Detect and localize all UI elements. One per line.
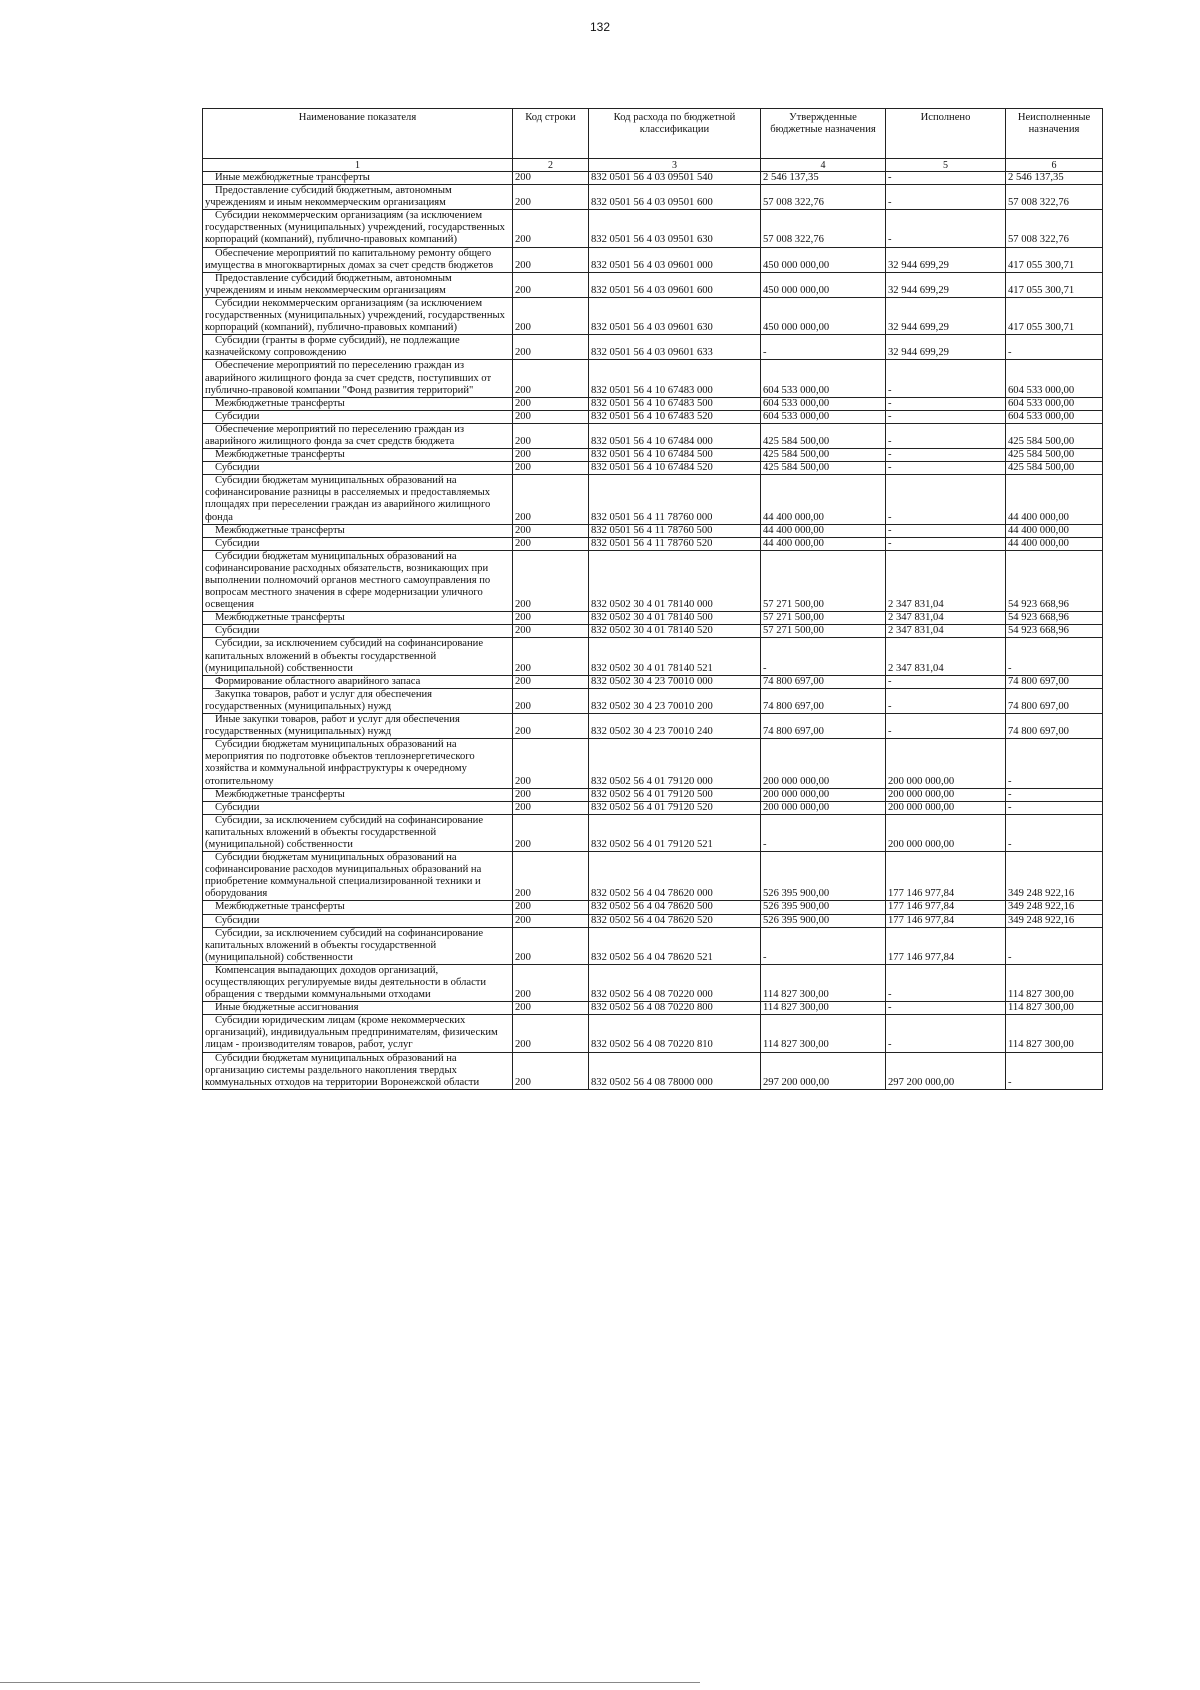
row-approved: 450 000 000,00 — [761, 272, 886, 297]
row-name-text: Иные межбюджетные трансферты — [215, 172, 370, 183]
row-name — [203, 801, 513, 814]
row-name — [203, 814, 513, 851]
row-name — [203, 964, 513, 1001]
table-row — [203, 1015, 1103, 1052]
row-approved: 200 000 000,00 — [761, 788, 886, 801]
row-executed: 177 146 977,84 — [886, 914, 1006, 927]
row-name — [203, 914, 513, 927]
row-name — [203, 852, 513, 901]
row-unexecuted: - — [1006, 927, 1103, 964]
row-line-code: 200 — [513, 1015, 589, 1052]
row-line-code: 200 — [513, 612, 589, 625]
table-row — [203, 1002, 1103, 1015]
row-approved: 74 800 697,00 — [761, 675, 886, 688]
row-unexecuted: 604 533 000,00 — [1006, 410, 1103, 423]
row-executed: - — [886, 714, 1006, 739]
row-name-text: Субсидии бюджетам муниципальных образований на софинансирование разницы в расселяемых и предоставляемых площадях при переселении граждан из аварийного жилищного фонда — [205, 475, 491, 523]
row-name-text: Субсидии бюджетам муниципальных образований на софинансирование расходных обязательств, возникающих при выполнении полномочий органов местного самоуправления по вопросам местного значения в сфере модернизации уличного освещения — [205, 550, 491, 611]
row-executed: 177 146 977,84 — [886, 927, 1006, 964]
row-executed: 200 000 000,00 — [886, 801, 1006, 814]
row-name — [203, 462, 513, 475]
row-executed: - — [886, 423, 1006, 448]
row-name — [203, 172, 513, 185]
row-approved: 526 395 900,00 — [761, 914, 886, 927]
row-name — [203, 210, 513, 247]
row-approved: 425 584 500,00 — [761, 449, 886, 462]
row-line-code: 200 — [513, 801, 589, 814]
row-unexecuted: - — [1006, 1052, 1103, 1089]
row-line-code: 200 — [513, 410, 589, 423]
row-unexecuted: 114 827 300,00 — [1006, 1015, 1103, 1052]
table-row — [203, 272, 1103, 297]
row-approved: 57 271 500,00 — [761, 550, 886, 611]
row-line-code: 200 — [513, 272, 589, 297]
row-executed: 32 944 699,29 — [886, 272, 1006, 297]
row-unexecuted: 425 584 500,00 — [1006, 462, 1103, 475]
row-name-text: Формирование областного аварийного запаса — [215, 675, 421, 687]
row-classification-code: 832 0502 56 4 08 70220 800 — [589, 1002, 761, 1015]
row-executed: - — [886, 185, 1006, 210]
row-name-text: Субсидии юридическим лицам (кроме некоммерческих организаций), индивидуальным предпринимателям, физическим лицам - производителям товаров, работ, услуг — [205, 1015, 498, 1051]
row-classification-code: 832 0501 56 4 10 67484 000 — [589, 423, 761, 448]
column-number: 1 — [203, 159, 513, 172]
row-executed: 2 347 831,04 — [886, 625, 1006, 638]
row-approved: 57 271 500,00 — [761, 625, 886, 638]
row-unexecuted: 44 400 000,00 — [1006, 537, 1103, 550]
row-line-code: 200 — [513, 964, 589, 1001]
table-row — [203, 814, 1103, 851]
row-approved: 114 827 300,00 — [761, 1002, 886, 1015]
row-name — [203, 625, 513, 638]
row-unexecuted: 74 800 697,00 — [1006, 714, 1103, 739]
row-classification-code: 832 0502 30 4 01 78140 500 — [589, 612, 761, 625]
row-name-text: Субсидии — [215, 537, 260, 549]
row-classification-code: 832 0502 56 4 04 78620 000 — [589, 852, 761, 901]
header-budget-classification-code: Код расхода по бюджетной классификации — [589, 109, 761, 159]
row-classification-code: 832 0502 30 4 01 78140 000 — [589, 550, 761, 611]
row-executed: 177 146 977,84 — [886, 852, 1006, 901]
row-line-code: 200 — [513, 449, 589, 462]
row-executed: - — [886, 964, 1006, 1001]
table-row — [203, 185, 1103, 210]
row-executed: 200 000 000,00 — [886, 739, 1006, 788]
row-unexecuted: 54 923 668,96 — [1006, 550, 1103, 611]
row-unexecuted: 57 008 322,76 — [1006, 185, 1103, 210]
row-line-code: 200 — [513, 172, 589, 185]
row-classification-code: 832 0502 30 4 23 70010 000 — [589, 675, 761, 688]
row-executed: 2 347 831,04 — [886, 638, 1006, 675]
row-executed: - — [886, 675, 1006, 688]
row-name-text: Межбюджетные трансферты — [215, 397, 345, 409]
row-name-text: Закупка товаров, работ и услуг для обеспечения государственных (муниципальных) нужд — [205, 688, 433, 712]
row-executed: - — [886, 397, 1006, 410]
table-row — [203, 612, 1103, 625]
row-unexecuted: 54 923 668,96 — [1006, 625, 1103, 638]
row-classification-code: 832 0501 56 4 03 09501 540 — [589, 172, 761, 185]
row-unexecuted: 604 533 000,00 — [1006, 397, 1103, 410]
row-classification-code: 832 0502 56 4 04 78620 520 — [589, 914, 761, 927]
row-approved: 526 395 900,00 — [761, 852, 886, 901]
row-unexecuted: - — [1006, 638, 1103, 675]
row-unexecuted: 349 248 922,16 — [1006, 852, 1103, 901]
row-name — [203, 360, 513, 397]
table-row — [203, 675, 1103, 688]
row-approved: 57 008 322,76 — [761, 185, 886, 210]
row-line-code: 200 — [513, 524, 589, 537]
row-name-text: Предоставление субсидий бюджетным, автономным учреждениям и иным некоммерческим организациям — [205, 185, 452, 209]
table-row — [203, 1052, 1103, 1089]
row-name — [203, 449, 513, 462]
table-row — [203, 801, 1103, 814]
row-approved: 44 400 000,00 — [761, 537, 886, 550]
row-name-text: Межбюджетные трансферты — [215, 449, 345, 461]
row-executed: 2 347 831,04 — [886, 550, 1006, 611]
row-classification-code: 832 0501 56 4 10 67483 520 — [589, 410, 761, 423]
row-unexecuted: - — [1006, 335, 1103, 360]
row-unexecuted: 44 400 000,00 — [1006, 524, 1103, 537]
row-approved: 200 000 000,00 — [761, 739, 886, 788]
table-row — [203, 247, 1103, 272]
row-approved: 604 533 000,00 — [761, 410, 886, 423]
row-name-text: Иные бюджетные ассигнования — [215, 1002, 359, 1014]
row-line-code: 200 — [513, 475, 589, 524]
budget-execution-table — [202, 108, 1103, 1090]
row-executed: 32 944 699,29 — [886, 297, 1006, 334]
row-classification-code: 832 0501 56 4 11 78760 520 — [589, 537, 761, 550]
row-line-code: 200 — [513, 550, 589, 611]
row-line-code: 200 — [513, 852, 589, 901]
row-approved: - — [761, 335, 886, 360]
row-line-code: 200 — [513, 462, 589, 475]
table-row — [203, 210, 1103, 247]
row-unexecuted: 425 584 500,00 — [1006, 423, 1103, 448]
row-classification-code: 832 0502 56 4 04 78620 521 — [589, 927, 761, 964]
column-number-row — [203, 159, 1103, 172]
row-line-code: 200 — [513, 1052, 589, 1089]
header-unexecuted: Неисполненные назначения — [1006, 109, 1103, 159]
row-classification-code: 832 0501 56 4 10 67483 500 — [589, 397, 761, 410]
row-line-code: 200 — [513, 185, 589, 210]
row-classification-code: 832 0502 56 4 01 79120 000 — [589, 739, 761, 788]
row-name — [203, 335, 513, 360]
row-name — [203, 537, 513, 550]
row-name-text: Обеспечение мероприятий по переселению граждан из аварийного жилищного фонда за счет средств бюджета — [205, 423, 465, 447]
row-line-code: 200 — [513, 788, 589, 801]
row-classification-code: 832 0502 30 4 01 78140 520 — [589, 625, 761, 638]
row-name-text: Субсидии — [215, 801, 260, 813]
table-body — [203, 172, 1103, 1090]
table-row — [203, 172, 1103, 185]
row-name — [203, 397, 513, 410]
row-line-code: 200 — [513, 901, 589, 914]
row-name — [203, 788, 513, 801]
row-unexecuted: 349 248 922,16 — [1006, 914, 1103, 927]
row-executed: - — [886, 524, 1006, 537]
table-row — [203, 714, 1103, 739]
row-classification-code: 832 0502 56 4 08 70220 810 — [589, 1015, 761, 1052]
row-classification-code: 832 0502 56 4 08 78000 000 — [589, 1052, 761, 1089]
row-unexecuted: 54 923 668,96 — [1006, 612, 1103, 625]
row-name-text: Субсидии, за исключением субсидий на софинансирование капитальных вложений в объекты государственной (муниципальной) собственности — [205, 927, 484, 963]
row-approved: 526 395 900,00 — [761, 901, 886, 914]
row-executed: - — [886, 449, 1006, 462]
row-name-text: Субсидии бюджетам муниципальных образований на софинансирование расходов муниципальных образований на приобретение коммунальной специализированной техники и оборудования — [205, 852, 482, 900]
row-approved: 74 800 697,00 — [761, 714, 886, 739]
row-executed: - — [886, 210, 1006, 247]
table-row — [203, 462, 1103, 475]
row-unexecuted: 114 827 300,00 — [1006, 964, 1103, 1001]
row-unexecuted: 417 055 300,71 — [1006, 272, 1103, 297]
table-header-row — [203, 109, 1103, 159]
row-unexecuted: 57 008 322,76 — [1006, 210, 1103, 247]
row-name — [203, 612, 513, 625]
row-name-text: Субсидии — [215, 914, 260, 926]
row-name — [203, 675, 513, 688]
row-line-code: 200 — [513, 739, 589, 788]
row-classification-code: 832 0501 56 4 11 78760 000 — [589, 475, 761, 524]
row-executed: 177 146 977,84 — [886, 901, 1006, 914]
row-name-text: Обеспечение мероприятий по капитальному ремонту общего имущества в многоквартирных домах за счет средств бюджетов — [205, 247, 494, 271]
row-line-code: 200 — [513, 688, 589, 713]
column-number: 5 — [886, 159, 1006, 172]
row-unexecuted: 44 400 000,00 — [1006, 475, 1103, 524]
table-row — [203, 964, 1103, 1001]
row-approved: - — [761, 814, 886, 851]
row-line-code: 200 — [513, 625, 589, 638]
row-name-text: Компенсация выпадающих доходов организаций, осуществляющих регулируемые виды деятельности в области обращения с твердыми коммунальными отходами — [205, 964, 487, 1001]
row-unexecuted: 417 055 300,71 — [1006, 247, 1103, 272]
row-name — [203, 901, 513, 914]
row-line-code: 200 — [513, 675, 589, 688]
row-executed: - — [886, 475, 1006, 524]
table-row — [203, 901, 1103, 914]
row-line-code: 200 — [513, 210, 589, 247]
row-name-text: Обеспечение мероприятий по переселению граждан из аварийного жилищного фонда за счет средств, поступивших от публично-правовой компании "Фонд развития территорий" — [205, 360, 492, 396]
row-classification-code: 832 0502 30 4 01 78140 521 — [589, 638, 761, 675]
row-unexecuted: - — [1006, 801, 1103, 814]
table-row — [203, 335, 1103, 360]
header-approved: Утвержденные бюджетные назначения — [761, 109, 886, 159]
header-executed: Исполнено — [886, 109, 1006, 159]
row-executed: - — [886, 172, 1006, 185]
row-classification-code: 832 0502 56 4 01 79120 521 — [589, 814, 761, 851]
row-classification-code: 832 0501 56 4 03 09501 630 — [589, 210, 761, 247]
row-unexecuted: - — [1006, 788, 1103, 801]
row-unexecuted: - — [1006, 814, 1103, 851]
row-name — [203, 1052, 513, 1089]
row-name — [203, 272, 513, 297]
table-row — [203, 788, 1103, 801]
row-classification-code: 832 0501 56 4 03 09501 600 — [589, 185, 761, 210]
row-approved: 44 400 000,00 — [761, 475, 886, 524]
row-approved: 450 000 000,00 — [761, 297, 886, 334]
row-approved: - — [761, 638, 886, 675]
row-executed: 200 000 000,00 — [886, 788, 1006, 801]
row-approved: 44 400 000,00 — [761, 524, 886, 537]
row-unexecuted: 425 584 500,00 — [1006, 449, 1103, 462]
row-line-code: 200 — [513, 814, 589, 851]
row-approved: 114 827 300,00 — [761, 964, 886, 1001]
table-row — [203, 688, 1103, 713]
row-name-text: Субсидии некоммерческим организациям (за исключением государственных (муниципальных) учреждений, государственных корпораций (компаний), публично-правовых компаний) — [205, 210, 505, 246]
row-name-text: Межбюджетные трансферты — [215, 612, 345, 624]
row-executed: - — [886, 462, 1006, 475]
row-classification-code: 832 0501 56 4 03 09601 630 — [589, 297, 761, 334]
row-name — [203, 1015, 513, 1052]
table-row — [203, 449, 1103, 462]
row-unexecuted: 74 800 697,00 — [1006, 675, 1103, 688]
row-name — [203, 475, 513, 524]
row-unexecuted: 2 546 137,35 — [1006, 172, 1103, 185]
row-approved: 57 271 500,00 — [761, 612, 886, 625]
row-approved: 425 584 500,00 — [761, 423, 886, 448]
table-row — [203, 550, 1103, 611]
row-name-text: Субсидии — [215, 462, 260, 474]
row-unexecuted: 74 800 697,00 — [1006, 688, 1103, 713]
table-row — [203, 914, 1103, 927]
row-classification-code: 832 0501 56 4 03 09601 000 — [589, 247, 761, 272]
table-row — [203, 537, 1103, 550]
table-row — [203, 524, 1103, 537]
row-unexecuted: - — [1006, 739, 1103, 788]
row-name-text: Субсидии некоммерческим организациям (за исключением государственных (муниципальных) учреждений, государственных корпораций (компаний), публично-правовых компаний) — [205, 297, 505, 334]
row-approved: 57 008 322,76 — [761, 210, 886, 247]
row-name — [203, 1002, 513, 1015]
table-row — [203, 927, 1103, 964]
row-classification-code: 832 0502 56 4 04 78620 500 — [589, 901, 761, 914]
row-classification-code: 832 0501 56 4 10 67484 520 — [589, 462, 761, 475]
row-executed: - — [886, 360, 1006, 397]
row-approved: 604 533 000,00 — [761, 397, 886, 410]
row-executed: 2 347 831,04 — [886, 612, 1006, 625]
row-executed: - — [886, 410, 1006, 423]
row-line-code: 200 — [513, 247, 589, 272]
column-number: 4 — [761, 159, 886, 172]
row-line-code: 200 — [513, 423, 589, 448]
table-row — [203, 410, 1103, 423]
row-line-code: 200 — [513, 714, 589, 739]
row-name — [203, 297, 513, 334]
row-name — [203, 247, 513, 272]
row-classification-code: 832 0502 30 4 23 70010 240 — [589, 714, 761, 739]
row-classification-code: 832 0501 56 4 11 78760 500 — [589, 524, 761, 537]
row-name — [203, 688, 513, 713]
table-row — [203, 739, 1103, 788]
row-executed: - — [886, 1015, 1006, 1052]
row-name-text: Субсидии — [215, 410, 260, 422]
table-row — [203, 297, 1103, 334]
row-approved: 450 000 000,00 — [761, 247, 886, 272]
row-line-code: 200 — [513, 537, 589, 550]
row-executed: 297 200 000,00 — [886, 1052, 1006, 1089]
row-name-text: Субсидии, за исключением субсидий на софинансирование капитальных вложений в объекты государственной (муниципальной) собственности — [205, 638, 484, 674]
row-name — [203, 739, 513, 788]
row-executed: - — [886, 688, 1006, 713]
row-approved: 114 827 300,00 — [761, 1015, 886, 1052]
row-approved: 297 200 000,00 — [761, 1052, 886, 1089]
row-name-text: Межбюджетные трансферты — [215, 788, 345, 800]
row-name — [203, 185, 513, 210]
column-number: 2 — [513, 159, 589, 172]
row-name — [203, 927, 513, 964]
row-approved: 200 000 000,00 — [761, 801, 886, 814]
row-approved: - — [761, 927, 886, 964]
row-line-code: 200 — [513, 335, 589, 360]
row-line-code: 200 — [513, 927, 589, 964]
row-line-code: 200 — [513, 297, 589, 334]
row-name-text: Субсидии — [215, 625, 260, 637]
page-number: 132 — [589, 20, 611, 34]
table-row — [203, 397, 1103, 410]
row-name-text: Субсидии бюджетам муниципальных образований на мероприятия по подготовке объектов теплоэнергетического хозяйства и коммунальной инфраструктуры к очередному отопительному — [205, 739, 475, 787]
row-name — [203, 638, 513, 675]
table-row — [203, 475, 1103, 524]
row-classification-code: 832 0501 56 4 10 67484 500 — [589, 449, 761, 462]
row-name-text: Иные закупки товаров, работ и услуг для обеспечения государственных (муниципальных) нужд — [205, 714, 460, 738]
table-row — [203, 625, 1103, 638]
row-approved: 425 584 500,00 — [761, 462, 886, 475]
row-unexecuted: 417 055 300,71 — [1006, 297, 1103, 334]
row-name — [203, 524, 513, 537]
row-line-code: 200 — [513, 397, 589, 410]
row-unexecuted: 604 533 000,00 — [1006, 360, 1103, 397]
row-classification-code: 832 0501 56 4 03 09601 633 — [589, 335, 761, 360]
column-number: 6 — [1006, 159, 1103, 172]
row-name-text: Субсидии, за исключением субсидий на софинансирование капитальных вложений в объекты государственной (муниципальной) собственности — [205, 814, 484, 850]
row-name — [203, 423, 513, 448]
row-executed: - — [886, 537, 1006, 550]
row-name-text: Субсидии бюджетам муниципальных образований на организацию системы раздельного накопления твердых коммунальных отходов на территории Воронежской области — [205, 1052, 480, 1088]
scan-edge-line — [0, 1682, 700, 1683]
row-approved: 2 546 137,35 — [761, 172, 886, 185]
header-line-code: Код строки — [513, 109, 589, 159]
row-classification-code: 832 0502 30 4 23 70010 200 — [589, 688, 761, 713]
table-row — [203, 423, 1103, 448]
table-row — [203, 852, 1103, 901]
row-executed: 32 944 699,29 — [886, 335, 1006, 360]
row-classification-code: 832 0501 56 4 03 09601 600 — [589, 272, 761, 297]
row-approved: 74 800 697,00 — [761, 688, 886, 713]
row-name — [203, 550, 513, 611]
row-name-text: Предоставление субсидий бюджетным, автономным учреждениям и иным некоммерческим организациям — [205, 272, 452, 296]
table-row — [203, 360, 1103, 397]
header-indicator-name: Наименование показателя — [203, 109, 513, 159]
row-approved: 604 533 000,00 — [761, 360, 886, 397]
row-name — [203, 410, 513, 423]
row-line-code: 200 — [513, 914, 589, 927]
row-line-code: 200 — [513, 638, 589, 675]
table-row — [203, 638, 1103, 675]
row-name-text: Межбюджетные трансферты — [215, 524, 345, 536]
row-name-text: Субсидии (гранты в форме субсидий), не подлежащие казначейскому сопровождению — [205, 335, 460, 359]
row-line-code: 200 — [513, 1002, 589, 1015]
row-classification-code: 832 0501 56 4 10 67483 000 — [589, 360, 761, 397]
row-name — [203, 714, 513, 739]
row-executed: 32 944 699,29 — [886, 247, 1006, 272]
row-classification-code: 832 0502 56 4 01 79120 520 — [589, 801, 761, 814]
row-unexecuted: 349 248 922,16 — [1006, 901, 1103, 914]
row-classification-code: 832 0502 56 4 01 79120 500 — [589, 788, 761, 801]
row-executed: - — [886, 1002, 1006, 1015]
row-line-code: 200 — [513, 360, 589, 397]
row-unexecuted: 114 827 300,00 — [1006, 1002, 1103, 1015]
row-name-text: Межбюджетные трансферты — [215, 901, 345, 913]
row-classification-code: 832 0502 56 4 08 70220 000 — [589, 964, 761, 1001]
column-number: 3 — [589, 159, 761, 172]
row-executed: 200 000 000,00 — [886, 814, 1006, 851]
